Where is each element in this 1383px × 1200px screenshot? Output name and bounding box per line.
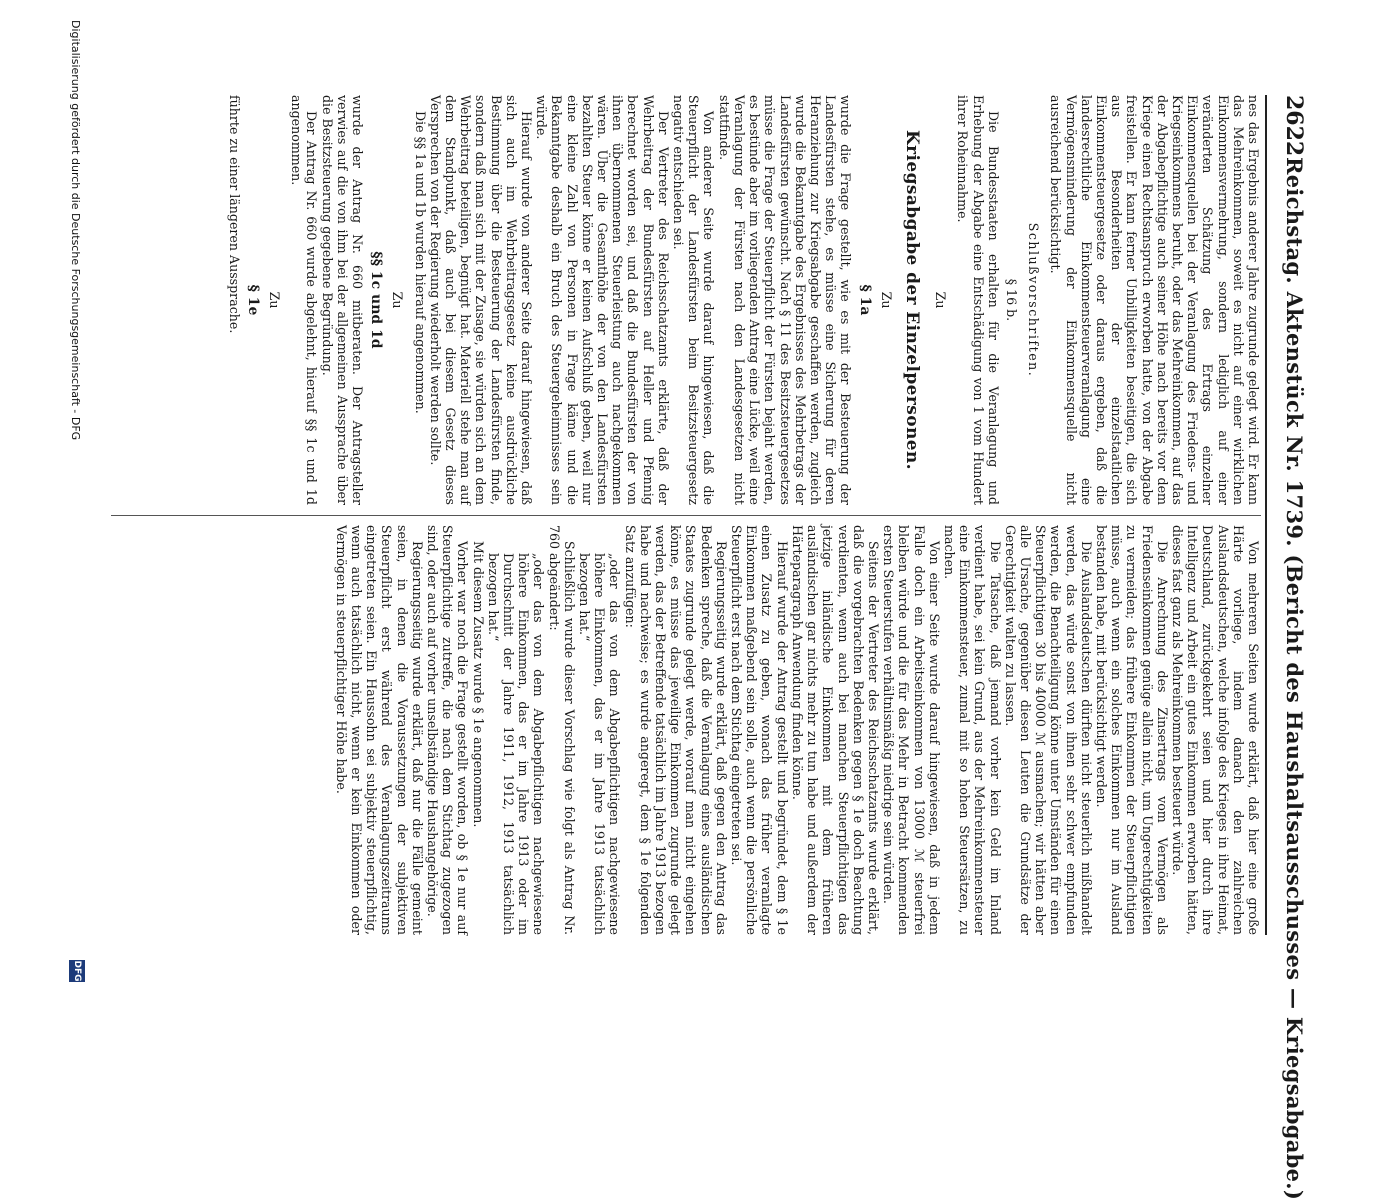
page-header xyxy=(1271,95,1313,1200)
header-title: Reichstag. Aktenstück Nr. 1739. (Bericht des Haushaltsausschusses — Kriegsabgabe.) xyxy=(1282,157,1307,1200)
column-divider xyxy=(111,515,1261,516)
paragraph: nes das Ergebnis anderer Jahre zugrunde gelegt wird. Er kann das Mehreinkommen, soweit es nicht auf einer wirklichen Einkommensvermehrung, sondern lediglich auf einer veränderten Schätzung des Ertrags einzelner Einkommensquellen bei der Veranlagung des Friedens- und Kriegseinkommens beruht, oder das Mehreinkommen, auf das der Abgabepflichtige auch seiner Höhe nach bereits vor dem Kriege einen Rechtsanspruch erworben hatte, von der Abgabe freistellen. Er kann ferner Unbilligkeiten beseitigen, die sich aus Besonderheiten der einzelstaatlichen Einkommensteuergesetze oder daraus ergeben, daß die landesrechtliche Einkommensteuerveranlagung eine Vermögensminderung der Einkommensquelle nicht ausreichend berücksichtigt. xyxy=(1048,95,1261,505)
paragraph: wurde die Frage gestellt, wie es mit der Besteuerung der Landesfürsten stehe, es müsse eine Sicherung für deren Heranziehung zur Kriegsabgabe geschaffen werden, zugleich wurde die Bekanntgabe des Ergebnisses des Mehrbetrags der Landesfürsten gewünscht. Nach § 11 des Besitzsteuergesetzes müsse die Frage der Steuerpflicht der Fürsten bejaht werden, es bestünde aber im vorliegenden Antrag eine Lücke, weil eine Veranlagung der Fürsten nach den Landesgesetzen nicht stattfinde. xyxy=(716,95,854,505)
paragraph: „oder das von dem Abgabepflichtigen nachgewiesene höhere Einkommen, das er im Jahre 1913 tatsächlich bezogen hat.“ xyxy=(577,553,623,935)
paragraph: Seitens der Vertreter des Reichsschatzamts wurde erklärt, daß die vorgebrachten Bedenken gegen § 1e doch Beachtung verdienten, wenn auch bei manchen Steuerpflichtigen das jetzige inländische Einkommen mit dem früheren ausländischen gar nichts mehr zu tun habe und außerdem der Härteparagraph Anwendung finden könne. xyxy=(789,525,881,935)
paragraph: Der Vertreter des Reichsschatzamts erklärte, daß der Wehrbeitrag der Bundesfürsten auf Heller und Pfennig berechnet worden sei, und daß die Bundesfürsten der von ihnen übernommenen Steuerleistung auch nachgekommen wären. Über die Gesamthöhe der von den Landesfürsten bezahlten Steuer könne er keinen Aufschluß geben, weil nur eine kleine Zahl von Personen in Frage käme und die Bekanntgabe deshalb ein Bruch des Steuergeheimnisses sein würde. xyxy=(534,95,671,505)
section-heading: Zu xyxy=(267,291,283,309)
paragraph: führte zu einer längeren Aussprache. xyxy=(226,95,242,334)
paragraph: Von einer Seite wurde darauf hingewiesen, daß in jedem Falle doch ein Arbeitseinkommen von 13000 ℳ steuerfrei bleiben würde und die für das Mehr in Betracht kommenden ersten Steuerstufen verhältnismäßig niedrige sein würden. xyxy=(881,525,942,935)
section-heading: § 16 b. xyxy=(1003,278,1019,322)
paragraph: Schließlich wurde dieser Vorschlag wie folgt als Antrag Nr. 760 abgeändert: xyxy=(546,525,577,935)
page-number: 2622 xyxy=(1281,95,1307,157)
paragraph: Die Anrechnung des Zinsertrags vom Vermögen als Friedenseinkommen genüge allein nicht, um Ungerechtigkeiten zu vermeiden; das frühere Einkommen der Steuerpflichtigen müsse, auch wenn ein solches Einkommen nur im Ausland bestanden habe, mit berücksichtigt werden. xyxy=(1093,525,1170,935)
paragraph: Die Tatsache, daß jemand vorher kein Geld im Inland verdient habe, sei kein Grund, aus der Mehreinkommensteuer eine Einkommensteuer, zumal mit so hohen Steuersätzen, zu machen. xyxy=(941,525,1003,935)
paragraph: Hierauf wurde von anderer Seite darauf hingewiesen, daß sich auch im Wehrbeitragsgesetz keine ausdrückliche Bestimmung über die Besteuerung der Landesfürsten finde, sondern daß man sich mit der Zusage, sie würden sich an dem Wehrbeitrag beteiligen, begnügt hat. Materiell stehe man auf dem Standpunkt, daß auch bei diesem Gesetz dieses Versprechen von der Regierung wiederholt werden sollte. xyxy=(427,95,535,505)
paragraph: Regierungsseitig wurde erklärt, daß gegen den Antrag das Bedenken spreche, daß die Veranlagung eines ausländischen Staates zugrunde gelegt werde, worauf man nicht eingehen könne, es müsse das jeweilige Einkommen zugrunde gelegt werden, das der Betreffende tatsächlich im Jahre 1913 bezogen habe und nachweise; es wurde angeregt, dem § 1e folgenden Satz anzufügen: xyxy=(622,525,729,935)
paragraph: Regierungsseitig wurde erklärt, daß nur die Fälle gemeint seien, in denen die Voraussetzungen der subjektiven Steuerpflicht erst während des Veranlagungszeitraums eingetreten seien. Ein Haussohn sei subjektiv steuerpflichtig, wenn auch tatsächlich nicht, wenn er kein Einkommen oder Vermögen in steuerpflichtiger Höhe habe. xyxy=(333,525,425,935)
section-heading: Zu xyxy=(878,291,894,309)
paragraph: Die Auslandsdeutschen dürften nicht steuerlich mißhandelt werden, das würde sonst von ihnen sehr schwer empfunden werden, die Benachteiligung könne unter Umständen für einen Steuerpflichtigen 30 bis 40000 ℳ ausmachen; wir hätten aber alle Ursache, gegenüber diesen Leuten die Grundsätze der Gerechtigkeit walten zu lassen. xyxy=(1002,525,1094,935)
paragraph: Der Antrag Nr. 660 wurde abgelehnt, hierauf §§ 1c und 1d angenommen. xyxy=(289,95,320,505)
section-heading: Zu xyxy=(390,291,406,309)
section-heading: §§ 1c und 1d xyxy=(368,251,385,349)
section-heading: Schlußvorschriften. xyxy=(1026,222,1042,378)
section-title: Kriegsabgabe der Einzelpersonen. xyxy=(901,130,922,470)
dfg-logo: DFG xyxy=(69,960,85,982)
paragraph: Die §§ 1a und 1b wurden hierauf angenommen. xyxy=(412,111,428,414)
footer xyxy=(58,0,88,1000)
section-heading: § 1a xyxy=(856,284,873,316)
paragraph: wurde der Antrag Nr. 660 mitberaten. Der Antragsteller verwies auf die von ihm bei der allgemeinen Aussprache über die Besitzsteuerung gegebene Begründung. xyxy=(319,95,366,505)
paragraph: Vorher war noch die Frage gestellt worden, ob § 1e nur auf Steuerpflichtige zutreffe, die nach dem Stichtag zugezogen sind, oder auch auf vorher unselbständige Haushangehörige. xyxy=(425,525,471,935)
paragraph: Die Bundesstaaten erhalten für die Veranlagung und Erhebung der Abgabe eine Entschädigung von 1 vom Hundert ihrer Roheinnahme. xyxy=(955,95,1001,505)
paragraph: Von mehreren Seiten wurde erklärt, daß hier eine große Härte vorliege, indem danach den zahlreichen Auslandsdeutschen, welche infolge des Krieges in ihre Heimat, Deutschland, zurückgekehrt seien und hier durch ihre Intelligenz und Arbeit ein gutes Einkommen erworben hätten, dieses fast ganz als Mehreinkommen besteuert würde. xyxy=(1169,525,1261,935)
paragraph: Mit diesem Zusatz wurde § 1e angenommen. xyxy=(470,541,486,828)
section-heading: Zu xyxy=(933,291,949,309)
header-rule xyxy=(1265,95,1267,935)
left-column xyxy=(111,95,1261,505)
paragraph: Hierauf wurde der Antrag gestellt und begründet, dem § 1e einen Zusatz zu geben, wonach das früher veranlagte Einkommen maßgebend sein solle, auch wenn die persönliche Steuerpflicht erst nach dem Stichtag eingetreten sei. xyxy=(729,525,790,935)
paragraph: Von anderer Seite wurde darauf hingewiesen, daß die Steuerpflicht der Landesfürsten beim Besitzsteuergesetz negativ entschieden sei. xyxy=(671,95,717,505)
right-column xyxy=(111,525,1261,935)
section-heading: § 1e xyxy=(244,284,261,316)
digitization-credit: Digitalisierung gefördert durch die Deutsche Forschungsgemeinschaft - DFG xyxy=(69,20,82,441)
paragraph: „oder das von dem Abgabepflichtigen nachgewiesene höhere Einkommen, das er im Jahre 1913 oder im Durchschnitt der Jahre 1911, 1912, 1913 tatsächlich bezogen hat.“ xyxy=(485,553,547,935)
